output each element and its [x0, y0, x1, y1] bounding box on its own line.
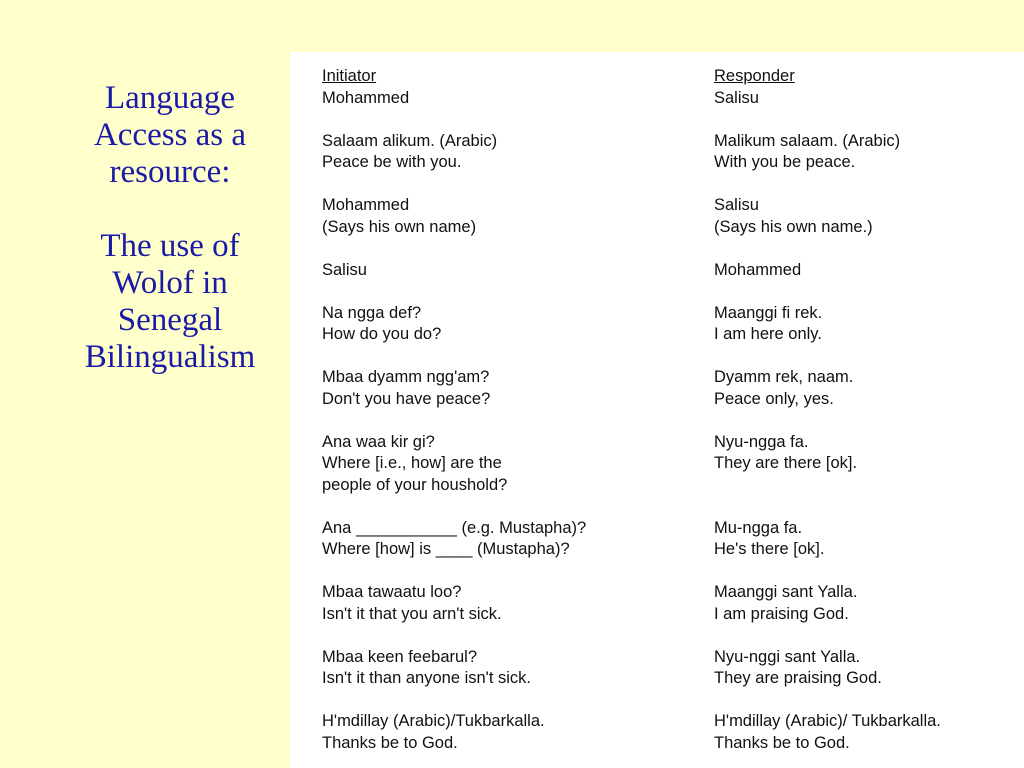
line-spacer — [714, 346, 1022, 368]
initiator-line: How do you do? — [322, 325, 442, 343]
initiator-line: Isn't it that you arn't sick. — [322, 604, 502, 623]
line-spacer — [714, 281, 1022, 303]
responder-line: Peace only, yes. — [714, 389, 834, 408]
initiator-line: H'mdillay (Arabic)/Tukbarkalla. — [322, 712, 545, 730]
responder-line: They are praising God. — [714, 669, 882, 687]
responder-line: Nyu-nggi sant Yalla. — [714, 647, 861, 666]
line-spacer — [714, 561, 1022, 583]
initiator-line: Mbaa dyamm ngg'am? — [322, 368, 490, 386]
initiator-line: Ana waa kir gi? — [322, 432, 435, 451]
initiator-line: Mohammed — [322, 88, 410, 107]
slide-title — [60, 80, 280, 376]
line-spacer — [714, 475, 1022, 497]
responder-line: I am praising God. — [714, 604, 849, 623]
line-spacer — [714, 238, 1022, 260]
slide-subtitle-line: Wolof in — [112, 265, 228, 301]
initiator-line: Mbaa keen feebarul? — [322, 647, 478, 666]
responder-line: Nyu-ngga fa. — [714, 432, 809, 451]
responder-line: Maanggi sant Yalla. — [714, 583, 858, 601]
initiator-line: Salaam alikum. (Arabic) — [322, 131, 498, 150]
initiator-line: Thanks be to God. — [322, 733, 458, 752]
line-spacer — [714, 625, 1022, 647]
line-spacer — [322, 625, 702, 647]
initiator-line: Isn't it than anyone isn't sick. — [322, 669, 531, 687]
line-spacer — [322, 281, 702, 303]
initiator-line: Where [i.e., how] are the — [322, 454, 502, 472]
line-spacer — [322, 496, 702, 518]
responder-line: Maanggi fi rek. — [714, 303, 823, 322]
initiator-header: Initiator — [322, 67, 377, 85]
line-spacer — [714, 410, 1022, 432]
initiator-line: Where [how] is ____ (Mustapha)? — [322, 540, 570, 558]
slide-subtitle-line: Senegal — [117, 302, 223, 338]
line-spacer — [322, 109, 702, 131]
responder-line: Mu-ngga fa. — [714, 518, 803, 537]
responder-line: Salisu — [714, 88, 759, 107]
initiator-line: (Says his own name) — [322, 217, 477, 236]
initiator-line: Salisu — [322, 260, 367, 279]
title-spacer — [60, 191, 280, 228]
line-spacer — [322, 410, 702, 432]
responder-line: Thanks be to God. — [714, 733, 850, 752]
line-spacer — [322, 346, 702, 368]
responder-line: Dyamm rek, naam. — [714, 368, 854, 386]
dialogue-panel — [290, 52, 1024, 768]
line-spacer — [714, 496, 1022, 518]
slide-title-line: Access as a — [93, 117, 247, 153]
initiator-line: Na ngga def? — [322, 303, 422, 322]
responder-line: Malikum salaam. (Arabic) — [714, 131, 901, 150]
line-spacer — [322, 174, 702, 196]
responder-column — [714, 66, 1022, 754]
responder-line: I am here only. — [714, 325, 822, 343]
responder-line: Mohammed — [714, 260, 802, 279]
line-spacer — [322, 561, 702, 583]
responder-line: H'mdillay (Arabic)/ Tukbarkalla. — [714, 712, 941, 730]
initiator-line: Don't you have peace? — [322, 389, 491, 408]
initiator-column — [322, 66, 702, 754]
responder-line: They are there [ok]. — [714, 454, 858, 472]
initiator-line: Mohammed — [322, 196, 410, 214]
initiator-line: Peace be with you. — [322, 153, 462, 171]
line-spacer — [322, 238, 702, 260]
initiator-line: Mbaa tawaatu loo? — [322, 583, 462, 601]
line-spacer — [714, 174, 1022, 196]
responder-header: Responder — [714, 67, 795, 85]
responder-line: Salisu — [714, 196, 759, 214]
responder-line: He's there [ok]. — [714, 540, 825, 558]
line-spacer — [322, 690, 702, 712]
initiator-line: people of your houshold? — [322, 475, 508, 494]
slide-title-line: resource: — [109, 154, 231, 190]
responder-line: With you be peace. — [714, 153, 856, 171]
line-spacer — [714, 690, 1022, 712]
slide-title-line: Language — [104, 80, 236, 116]
line-spacer — [714, 109, 1022, 131]
responder-line: (Says his own name.) — [714, 217, 873, 236]
slide-subtitle-line: The use of — [100, 228, 240, 264]
initiator-line: Ana ___________ (e.g. Mustapha)? — [322, 518, 587, 537]
slide-subtitle-line: Bilingualism — [84, 339, 256, 375]
